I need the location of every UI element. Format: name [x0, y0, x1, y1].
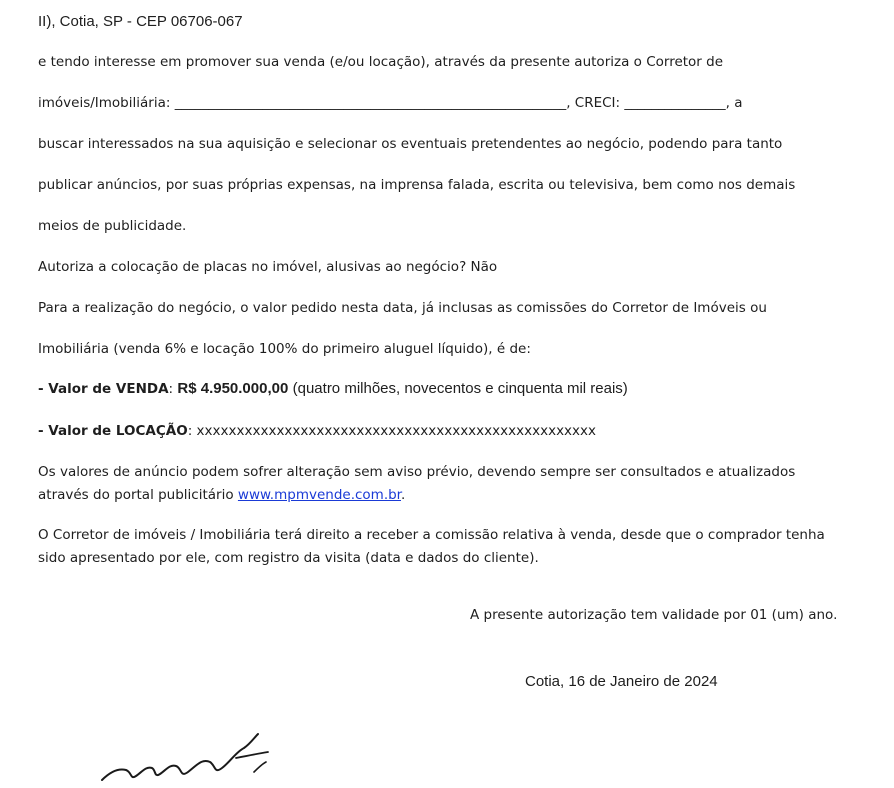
address-line: II), Cotia, SP - CEP 06706-067 [38, 13, 243, 30]
authorization-line-5: meios de publicidade. [38, 218, 187, 234]
imobiliaria-blank: __________________________________________________________ [174, 95, 567, 111]
comissao-paragraph: O Corretor de imóveis / Imobiliária terá direito a receber a comissão relativa à venda, desde que o comprador tenha sido apresentado por ele, com registro da visita (data e dados do cliente). [38, 527, 825, 566]
portal-link[interactable]: www.mpmvende.com.br [237, 487, 401, 503]
venda-words: (quatro milhões, novecentos e cinquenta mil reais) [292, 380, 628, 397]
locacao-value: xxxxxxxxxxxxxxxxxxxxxxxxxxxxxxxxxxxxxxxxxxxxxxxxxx [196, 423, 597, 439]
locacao-colon: : [187, 423, 193, 439]
authorization-line-2 [38, 95, 742, 111]
signature-image [40, 728, 300, 788]
creci-blank: _______________ [624, 95, 726, 111]
valor-venda-line [38, 380, 628, 397]
anuncio-paragraph [38, 461, 848, 507]
authorization-line-3: buscar interessados na sua aquisição e selecionar os eventuais pretendentes ao negócio, podendo para tanto [38, 136, 783, 152]
valor-locacao-line [38, 423, 596, 439]
line-end: , a [725, 95, 743, 111]
venda-amount: R$ 4.950.000,00 [177, 380, 289, 397]
anuncio-end: . [401, 487, 406, 503]
placas-question: Autoriza a colocação de placas no imóvel, alusivas ao negócio? Não [38, 259, 498, 275]
creci-label: , CRECI: [566, 95, 621, 111]
validade-text: A presente autorização tem validade por 01 (um) ano. [470, 607, 838, 623]
authorization-line-4: publicar anúncios, por suas próprias expensas, na imprensa falada, escrita ou televisiva, bem como nos demais [38, 177, 796, 193]
local-data: Cotia, 16 de Janeiro de 2024 [525, 673, 718, 690]
imobiliaria-label: imóveis/Imobiliária: [38, 95, 171, 111]
venda-label: - Valor de VENDA [38, 381, 169, 397]
locacao-label: - Valor de LOCAÇÃO [38, 423, 188, 439]
authorization-line-1: e tendo interesse em promover sua venda (e/ou locação), através da presente autoriza o Corretor de [38, 54, 724, 70]
valor-intro-line-2: Imobiliária (venda 6% e locação 100% do primeiro aluguel líquido), é de: [38, 341, 531, 357]
venda-colon: : [168, 381, 174, 397]
anuncio-text: Os valores de anúncio podem sofrer alteração sem aviso prévio, devendo sempre ser consultados e atualizados através do portal publicitário [38, 464, 796, 503]
valor-intro-line-1: Para a realização do negócio, o valor pedido nesta data, já inclusas as comissões do Corretor de Imóveis ou [38, 300, 767, 316]
